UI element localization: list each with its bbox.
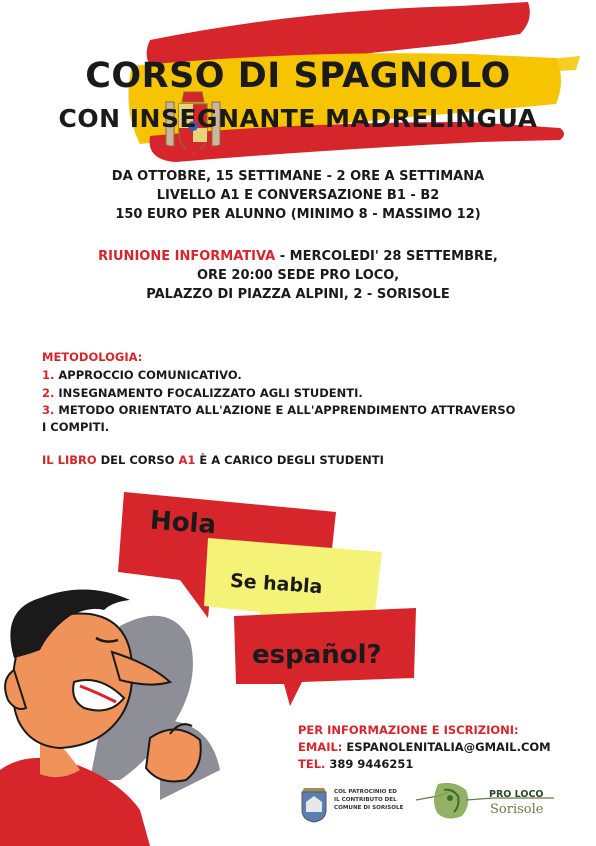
contact-email: EMAIL: ESPANOLENITALIA@GMAIL.COM — [298, 740, 551, 754]
methodology-heading: METODOLOGIA: — [42, 350, 143, 364]
contact-phone: TEL. 389 9446251 — [298, 757, 414, 771]
municipality-crest-icon — [298, 784, 330, 824]
meeting-label: RIUNIONE INFORMATIVA — [98, 249, 276, 264]
page-subtitle: CON INSEGNANTE MADRELINGUA — [58, 104, 538, 133]
meeting-line-1 — [0, 249, 596, 264]
sponsor-line-2: IL CONTRIBUTO DEL — [334, 797, 397, 803]
pro-loco-logo-icon — [414, 776, 564, 826]
sponsor-line-3: COMUNE DI SORISOLE — [334, 805, 404, 811]
meeting-line-2: ORE 20:00 SEDE PRO LOCO, — [196, 268, 400, 283]
cartoon-man-illustration — [0, 570, 250, 846]
bubble-se-habla: Se habla — [229, 569, 324, 599]
email-link[interactable]: ESPANOLENITALIA@GMAIL.COM — [346, 740, 551, 754]
methodology-item: 2. INSEGNAMENTO FOCALIZZATO AGLI STUDENTI. — [42, 386, 363, 400]
bubble-hola: Hola — [149, 505, 218, 541]
sponsor-line-1: COL PATROCINIO ED — [334, 789, 397, 795]
course-price: 150 EURO PER ALUNNO (MINIMO 8 - MASSIMO 12) — [115, 207, 481, 222]
course-levels: LIVELLO A1 E CONVERSAZIONE B1 - B2 — [156, 188, 440, 203]
pro-loco-town: Sorisole — [490, 802, 544, 817]
bubble-espanol: español? — [252, 640, 382, 670]
phone-number[interactable]: 389 9446251 — [329, 757, 414, 771]
course-dates: DA OTTOBRE, 15 SETTIMANE - 2 ORE A SETTIMANA — [111, 169, 485, 184]
page-title: CORSO DI SPAGNOLO — [85, 56, 511, 96]
pro-loco-title: PRO LOCO — [489, 789, 544, 800]
meeting-line-3: PALAZZO DI PIAZZA ALPINI, 2 - SORISOLE — [146, 287, 450, 302]
methodology-item: 3. METODO ORIENTATO ALL'AZIONE E ALL'APPRENDIMENTO ATTRAVERSO — [42, 403, 516, 417]
book-note: IL LIBRO DEL CORSO A1 È A CARICO DEGLI STUDENTI — [42, 453, 384, 467]
contact-heading: PER INFORMAZIONE E ISCRIZIONI: — [298, 723, 519, 737]
meeting-date: - MERCOLEDI' 28 SETTEMBRE, — [275, 249, 498, 264]
methodology-item-continued: I COMPITI. — [42, 420, 110, 434]
methodology-item: 1. APPROCCIO COMUNICATIVO. — [42, 368, 242, 382]
